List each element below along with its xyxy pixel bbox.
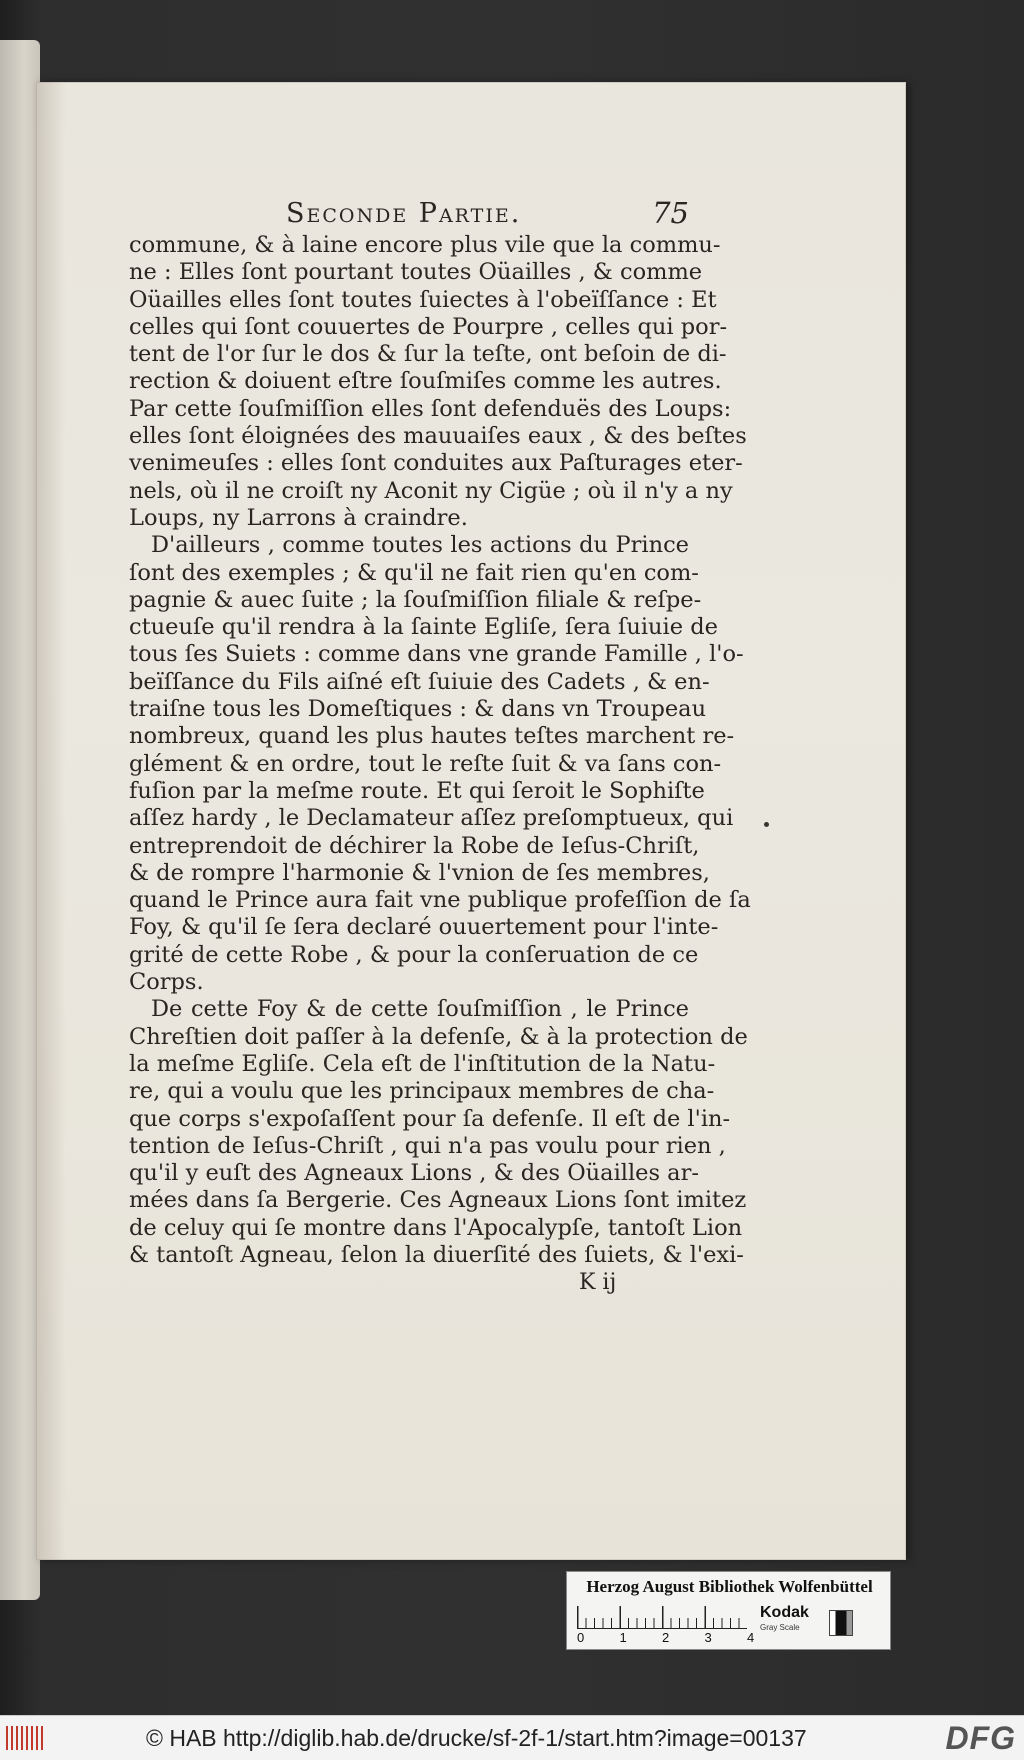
text-line: aſſez hardy , le Declamateur aſſez preſomptueux, qui bbox=[129, 805, 734, 832]
text-line: qu'il y euſt des Agneaux Lions , & des Oüailles ar- bbox=[129, 1160, 699, 1187]
text-line: D'ailleurs , comme toutes les actions du Prince bbox=[151, 532, 689, 559]
text-line: Par cette ſouſmiſſion elles ſont defenduës des Loups: bbox=[129, 395, 732, 422]
text-line: re, qui a voulu que les principaux membres de cha- bbox=[129, 1078, 715, 1105]
facing-page-edge bbox=[0, 40, 40, 1600]
body-text bbox=[129, 232, 751, 1299]
text-line: Oüailles elles ſont toutes ſuiectes à l'obeïſſance : Et bbox=[129, 286, 717, 313]
ruler-number: 0 bbox=[577, 1630, 585, 1645]
text-line: Loups, ny Larrons à craindre. bbox=[129, 504, 468, 531]
text-line: beïſſance du Fils aiſné eſt ſuiuie des Cadets , & en- bbox=[129, 668, 710, 695]
ink-speck bbox=[764, 822, 769, 827]
barcode-icon bbox=[6, 1726, 44, 1750]
text-line: elles ſont éloignées des mauuaiſes eaux , & des beſtes bbox=[129, 423, 747, 450]
scale-ruler-major-ticks bbox=[577, 1606, 747, 1628]
text-line: Foy, & qu'il ſe ſera declaré ouuertement pour l'inte- bbox=[129, 914, 719, 941]
text-line: De cette Foy & de cette ſouſmiſſion , le Prince bbox=[151, 996, 689, 1023]
text-line: de celuy qui ſe montre dans l'Apocalypſe, tantoſt Lion bbox=[129, 1214, 743, 1241]
library-color-card bbox=[566, 1571, 891, 1650]
page-number: 75 bbox=[652, 196, 689, 230]
text-line: tous ſes Suiets : comme dans vne grande Famille , l'o- bbox=[129, 641, 744, 668]
text-line: fuſion par la meſme route. Et qui ſeroit le Sophiſte bbox=[129, 777, 705, 804]
viewer-footer bbox=[0, 1715, 1024, 1760]
text-line: ctueuſe qu'il rendra à la ſainte Egliſe, ſera ſuiuie de bbox=[129, 614, 718, 641]
signature-row bbox=[129, 1269, 689, 1299]
text-line: rection & doiuent eſtre ſouſmiſes comme les autres. bbox=[129, 368, 722, 395]
text-line: grité de cette Robe , & pour la conſeruation de ce bbox=[129, 941, 699, 968]
kodak-brand: Kodak bbox=[760, 1604, 809, 1621]
library-name: Herzog August Bibliothek Wolfenbüttel bbox=[586, 1577, 873, 1596]
text-line: nels, où il ne croiſt ny Aconit ny Cigüe ; où il n'y a ny bbox=[129, 477, 733, 504]
text-line: que corps s'expoſaſſent pour ſa defenſe. Il eſt de l'in- bbox=[129, 1105, 731, 1132]
dfg-logo: DFG bbox=[945, 1720, 1016, 1756]
text-line: & de rompre l'harmonie & l'vnion de ſes membres, bbox=[129, 859, 710, 886]
text-line: nombreux, quand les plus hautes teſtes marchent re- bbox=[129, 723, 735, 750]
text-line: pagnie & auec ſuite ; la ſouſmiſſion filiale & reſpe- bbox=[129, 586, 702, 613]
copyright-link[interactable]: © HAB http://diglib.hab.de/drucke/sf-2f-1/start.htm?image=00137 bbox=[146, 1725, 807, 1751]
text-line: venimeuſes : elles ſont conduites aux Paſturages eter- bbox=[129, 450, 743, 477]
text-line: & tantoſt Agneau, ſelon la diuerſité des ſuiets, & l'exi- bbox=[129, 1241, 744, 1268]
ruler-number: 1 bbox=[619, 1630, 627, 1645]
ruler-number: 2 bbox=[662, 1630, 670, 1645]
text-line: glément & en ordre, tout le reſte ſuit & va ſans con- bbox=[129, 750, 722, 777]
text-line: tention de Ieſus-Chriſt , qui n'a pas voulu pour rien , bbox=[129, 1132, 726, 1159]
text-line: quand le Prince aura fait vne publique profeſſion de ſa bbox=[129, 887, 751, 914]
text-line: commune, & à laine encore plus vile que la commu- bbox=[129, 232, 721, 258]
text-line: entreprendoit de déchirer la Robe de Ieſus-Chriſt, bbox=[129, 832, 700, 859]
running-title: Seconde Partie. bbox=[286, 198, 522, 229]
text-line: Corps. bbox=[129, 969, 204, 996]
text-line: tent de l'or ſur le dos & ſur la teſte, ont beſoin de di- bbox=[129, 341, 727, 368]
ruler-number: 3 bbox=[704, 1630, 712, 1645]
gray-scale-label: Gray Scale bbox=[760, 1623, 800, 1632]
gray-scale-swatch bbox=[829, 1610, 853, 1636]
signature-mark: K ij bbox=[579, 1270, 617, 1296]
text-line: mées dans ſa Bergerie. Ces Agneaux Lions ſont imitez bbox=[129, 1187, 747, 1214]
text-line: celles qui ſont couuertes de Pourpre , celles qui por- bbox=[129, 313, 728, 340]
text-line: traiſne tous les Domeſtiques : & dans vn Troupeau bbox=[129, 696, 707, 723]
text-line: ne : Elles ſont pourtant toutes Oüailles , & comme bbox=[129, 259, 703, 286]
scale-ruler-numbers bbox=[573, 1630, 763, 1646]
text-line: la meſme Egliſe. Cela eſt de l'inſtitution de la Natu- bbox=[129, 1050, 716, 1077]
ruler-number: 4 bbox=[747, 1630, 755, 1645]
text-line: Chreſtien doit paſſer à la defenſe, & à la protection de bbox=[129, 1023, 748, 1050]
text-line: ſont des exemples ; & qu'il ne fait rien qu'en com- bbox=[129, 559, 699, 586]
